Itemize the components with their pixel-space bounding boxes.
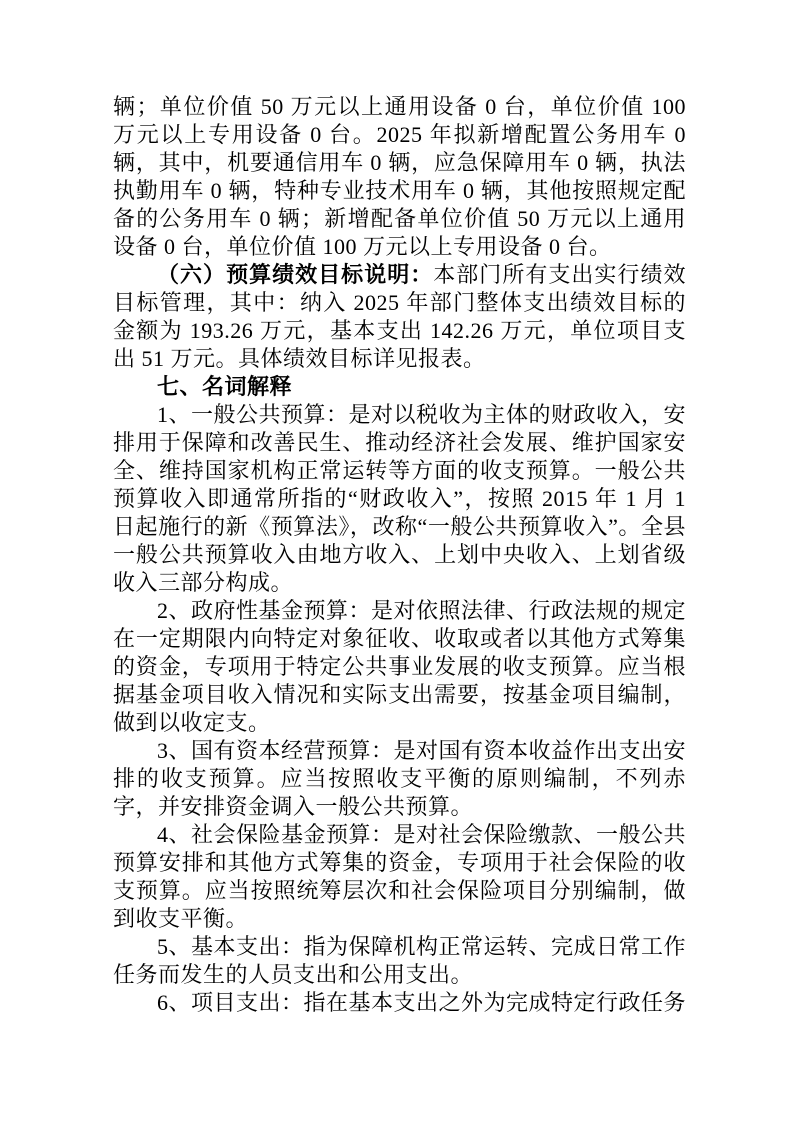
document-body <box>113 93 686 1017</box>
performance-targets-text: 本部门所有支出实行绩效目标管理，其中：纳入 2025 年部门整体支出绩效目标的金额为 193.26 万元，基本支出 142.26 万元，单位项目支出 51 万元。具体绩效目标详见报表。 <box>113 262 686 371</box>
paragraph-performance-targets <box>113 261 686 373</box>
glossary-term-basic-expenditure: 5、基本支出：指为保障机构正常运转、完成日常工作任务而发生的人员支出和公用支出。 <box>113 934 687 987</box>
glossary-term-state-capital-budget: 3、国有资本经营预算：是对国有资本收益作出支出安排的收支预算。应当按照收支平衡的原则编制，不列赤字，并安排资金调入一般公共预算。 <box>113 738 687 819</box>
performance-targets-heading: （六）预算绩效目标说明： <box>157 262 434 287</box>
glossary-term-social-insurance-budget: 4、社会保险基金预算：是对社会保险缴款、一般公共预算安排和其他方式筹集的资金，专项用于社会保险的收支预算。应当按照统筹层次和社会保险项目分别编制，做到收支平衡。 <box>113 822 687 931</box>
glossary-term-general-public-budget: 1、一般公共预算：是对以税收为主体的财政收入，安排用于保障和改善民生、推动经济社会发展、维护国家安全、维持国家机构正常运转等方面的收支预算。一般公共预算收入即通常所指的“财政收入”，按照 2015 年 1 月 1 日起施行的新《预算法》，改称“一般公共预算收入”。全县一般公共预算收入由地方收入、上划中央收入、上划省级收入三部分构成。 <box>113 402 687 595</box>
glossary-term-project-expenditure: 6、项目支出：指在基本支出之外为完成特定行政任务 <box>157 990 687 1015</box>
glossary-term-government-fund-budget: 2、政府性基金预算：是对依照法律、行政法规的规定在一定期限内向特定对象征收、收取或者以其他方式筹集的资金，专项用于特定公共事业发展的收支预算。应当根据基金项目收入情况和实际支出需要，按基金项目编制，做到以收定支。 <box>113 598 687 735</box>
paragraph-asset-continuation <box>113 93 686 261</box>
asset-continuation-text: 辆；单位价值 50 万元以上通用设备 0 台，单位价值 100 万元以上专用设备 0 台。2025 年拟新增配置公务用车 0 辆，其中，机要通信用车 0 辆，应急保障用车 0 辆，执法执勤用车 0 辆，特种专业技术用车 0 辆，其他按照规定配备的公务用车 0 辆；新增配备单位价值 50 万元以上通用设备 0 台，单位价值 100 万元以上专用设备 0 台。 <box>113 94 686 259</box>
glossary-section-heading: 七、名词解释 <box>157 374 293 399</box>
